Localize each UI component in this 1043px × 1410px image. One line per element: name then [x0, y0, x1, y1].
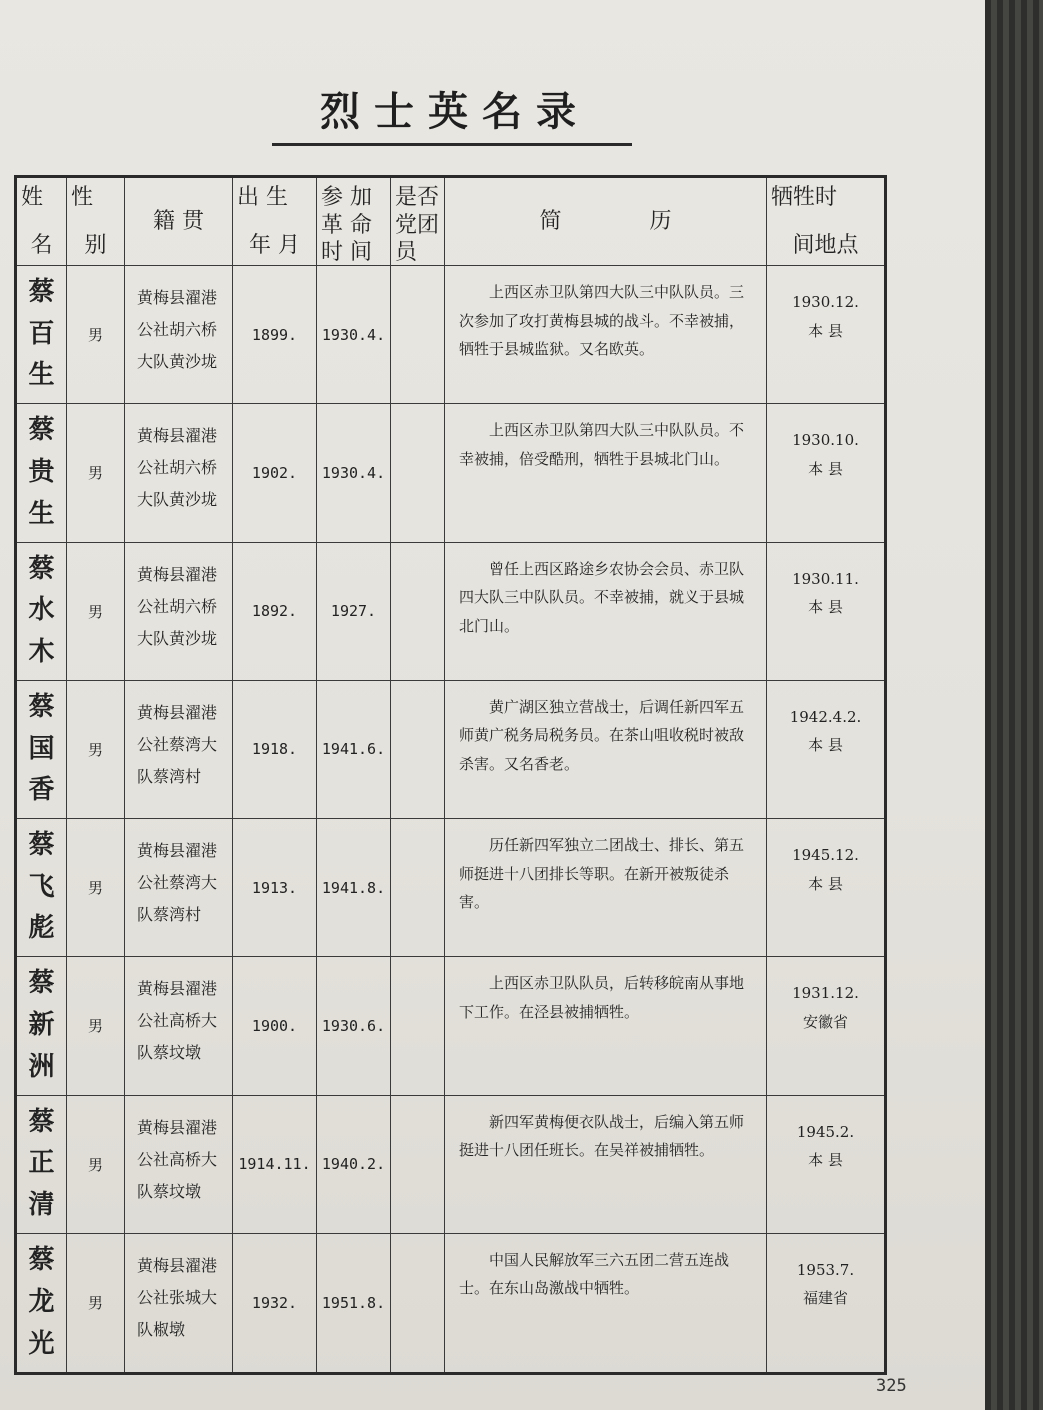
cell-bio	[445, 819, 767, 957]
origin-line: 公社胡六桥	[137, 320, 218, 339]
birth-date: 1902.	[251, 463, 298, 482]
origin-line: 黄梅县濯港	[137, 841, 218, 860]
bio-text: 新四军黄梅便衣队战士，后编入第五师挺进十八团任班长。在吴祥被捕牺牲。	[459, 1112, 745, 1159]
sex-text: 男	[87, 1155, 103, 1174]
cell-origin	[125, 819, 233, 957]
cell-sex	[67, 681, 125, 819]
header-bio: 简 历	[445, 178, 767, 266]
death-line: 1945.12.	[792, 846, 859, 864]
cell-bio	[445, 266, 767, 404]
birth-date: 1900.	[251, 1016, 298, 1035]
origin-line: 黄梅县濯港	[137, 702, 218, 722]
cell-party	[391, 681, 445, 819]
header-origin: 籍 贯	[125, 178, 233, 266]
origin-line: 大队黄沙垅	[137, 628, 218, 648]
cell-birth	[233, 543, 317, 681]
origin-line: 大队黄沙垅	[137, 490, 218, 510]
origin-line: 黄梅县濯港	[137, 288, 218, 307]
sex-text: 男	[87, 740, 103, 759]
cell-party	[391, 957, 445, 1095]
cell-name	[17, 681, 67, 819]
name-char: 蔡	[28, 415, 55, 446]
cell-bio	[445, 1096, 767, 1234]
cell-origin	[125, 957, 233, 1095]
cell-origin	[125, 1096, 233, 1234]
cell-sex	[67, 404, 125, 542]
cell-bio	[445, 681, 767, 819]
birth-date: 1913.	[251, 878, 298, 897]
cell-sex	[67, 1234, 125, 1372]
birth-date: 1932.	[251, 1293, 298, 1312]
join-date: 1930.6.	[321, 1016, 386, 1035]
cell-sex	[67, 957, 125, 1095]
cell-birth	[233, 957, 317, 1095]
cell-origin	[125, 266, 233, 404]
cell-join	[317, 266, 391, 404]
birth-date: 1899.	[251, 325, 298, 344]
death-line: 本 县	[808, 459, 843, 478]
cell-sex	[67, 266, 125, 404]
cell-join	[317, 957, 391, 1095]
cell-birth	[233, 404, 317, 542]
death-line: 1930.10.	[792, 431, 859, 450]
death-line: 本 县	[808, 598, 843, 616]
name-char: 清	[28, 1189, 55, 1220]
header-sex: 性 别	[67, 178, 125, 266]
name-char: 蔡	[28, 830, 55, 861]
cell-join	[317, 404, 391, 542]
origin-line: 公社胡六桥	[137, 596, 218, 616]
origin-line: 队椒墩	[137, 1319, 186, 1339]
birth-date: 1914.11.	[238, 1155, 311, 1174]
name-char: 蔡	[28, 1245, 55, 1276]
join-date: 1927.	[330, 602, 377, 621]
join-date: 1941.6.	[321, 740, 386, 759]
martyrs-table	[14, 175, 887, 1375]
cell-death	[767, 681, 884, 819]
origin-line: 黄梅县濯港	[137, 1117, 218, 1137]
name-char: 飞	[28, 871, 55, 902]
title-underline	[272, 143, 632, 146]
bio-text: 上西区赤卫队第四大队三中队队员。不幸被捕，倍受酷刑，牺牲于县城北门山。	[459, 421, 745, 468]
name-char: 香	[28, 775, 55, 806]
cell-birth	[233, 1096, 317, 1234]
bio-text: 历任新四军独立二团战士、排长、第五师挺进十八团排长等职。在新开被叛徒杀害。	[459, 836, 745, 911]
name-char: 蔡	[28, 277, 55, 308]
cell-birth	[233, 681, 317, 819]
cell-death	[767, 543, 884, 681]
sex-text: 男	[87, 879, 103, 898]
death-line: 1942.4.2.	[789, 707, 862, 726]
bio-text: 黄广湖区独立营战士，后调任新四军五师黄广税务局税务员。在茶山咀收税时被敌杀害。又名香老。	[459, 697, 745, 773]
cell-sex	[67, 543, 125, 681]
name-char: 蔡	[28, 1106, 55, 1137]
cell-name	[17, 1096, 67, 1234]
cell-party	[391, 404, 445, 542]
death-line: 1931.12.	[792, 984, 859, 1003]
cell-party	[391, 543, 445, 681]
origin-line: 队蔡坟墩	[137, 1181, 202, 1201]
birth-date: 1892.	[251, 602, 298, 621]
header-join: 参 加 革 命 时 间	[317, 178, 391, 266]
name-char: 正	[28, 1148, 55, 1179]
cell-party	[391, 819, 445, 957]
name-char: 生	[28, 498, 55, 529]
cell-sex	[67, 1096, 125, 1234]
origin-line: 公社张城大	[137, 1287, 218, 1307]
death-line: 1930.11.	[792, 569, 859, 588]
header-birth: 出 生 年 月	[233, 178, 317, 266]
name-char: 百	[28, 318, 55, 349]
cell-death	[767, 266, 884, 404]
origin-line: 公社高桥大	[137, 1149, 218, 1169]
cell-name	[17, 1234, 67, 1372]
death-line: 1945.2.	[796, 1122, 855, 1141]
cell-party	[391, 1234, 445, 1372]
death-line: 本 县	[808, 321, 843, 340]
origin-line: 黄梅县濯港	[137, 426, 218, 446]
cell-bio	[445, 957, 767, 1095]
cell-join	[317, 681, 391, 819]
cell-sex	[67, 819, 125, 957]
cell-death	[767, 1234, 884, 1372]
cell-origin	[125, 1234, 233, 1372]
origin-line: 公社高桥大	[137, 1011, 218, 1031]
page-title: 烈士英名录	[320, 88, 590, 135]
name-char: 龙	[28, 1287, 55, 1318]
cell-name	[17, 266, 67, 404]
header-death: 牺牲时 间地点	[767, 178, 884, 266]
cell-name	[17, 819, 67, 957]
cell-name	[17, 957, 67, 1095]
join-date: 1940.2.	[321, 1155, 386, 1174]
cell-birth	[233, 266, 317, 404]
cell-death	[767, 1096, 884, 1234]
name-char: 水	[28, 595, 55, 626]
name-char: 光	[28, 1328, 55, 1359]
name-char: 国	[28, 733, 55, 764]
cell-birth	[233, 1234, 317, 1372]
cell-name	[17, 543, 67, 681]
cell-party	[391, 1096, 445, 1234]
book-edge	[985, 0, 1043, 1410]
sex-text: 男	[87, 602, 103, 621]
bio-text: 曾任上西区路途乡农协会会员、赤卫队四大队三中队队员。不幸被捕，就义于县城北门山。	[459, 559, 745, 635]
sex-text: 男	[87, 1294, 103, 1313]
cell-origin	[125, 681, 233, 819]
origin-line: 黄梅县濯港	[137, 564, 218, 584]
cell-join	[317, 543, 391, 681]
bio-text: 上西区赤卫队第四大队三中队队员。三次参加了攻打黄梅县城的战斗。不幸被捕，牺牲于县城监狱。又名欧英。	[459, 283, 745, 358]
origin-line: 队蔡坟墩	[137, 1043, 202, 1063]
sex-text: 男	[87, 464, 103, 483]
join-date: 1930.4.	[321, 463, 386, 482]
bio-text: 中国人民解放军三六五团二营五连战士。在东山岛激战中牺牲。	[459, 1250, 730, 1298]
cell-origin	[125, 404, 233, 542]
name-char: 蔡	[28, 691, 55, 722]
join-date: 1951.8.	[321, 1293, 386, 1312]
join-date: 1941.8.	[321, 878, 386, 897]
name-char: 蔡	[28, 968, 55, 999]
cell-origin	[125, 543, 233, 681]
cell-bio	[445, 543, 767, 681]
sex-text: 男	[87, 326, 103, 345]
cell-birth	[233, 819, 317, 957]
cell-join	[317, 819, 391, 957]
name-char: 新	[28, 1010, 55, 1041]
name-char: 木	[28, 636, 55, 667]
origin-line: 公社蔡湾大	[137, 734, 218, 754]
header-name: 姓 名	[17, 178, 67, 266]
birth-date: 1918.	[251, 740, 298, 759]
death-line: 安徽省	[802, 1012, 848, 1031]
origin-line: 公社胡六桥	[137, 458, 218, 478]
cell-bio	[445, 404, 767, 542]
page-number: 325	[876, 1376, 907, 1396]
origin-line: 黄梅县濯港	[137, 1255, 218, 1275]
death-line: 本 县	[808, 736, 843, 755]
bio-text: 上西区赤卫队队员，后转移皖南从事地下工作。在泾县被捕牺牲。	[459, 974, 745, 1021]
cell-death	[767, 819, 884, 957]
name-char: 洲	[28, 1051, 55, 1082]
death-line: 本 县	[808, 1151, 843, 1169]
cell-death	[767, 957, 884, 1095]
origin-line: 公社蔡湾大	[137, 873, 218, 892]
cell-name	[17, 404, 67, 542]
name-char: 生	[28, 360, 55, 391]
origin-line: 大队黄沙垅	[137, 352, 218, 371]
death-line: 1930.12.	[792, 293, 859, 311]
cell-bio	[445, 1234, 767, 1372]
name-char: 贵	[28, 457, 55, 488]
header-party: 是否 党团 员	[391, 178, 445, 266]
sex-text: 男	[87, 1017, 103, 1036]
origin-line: 黄梅县濯港	[137, 979, 218, 999]
cell-party	[391, 266, 445, 404]
death-line: 本 县	[808, 874, 843, 893]
death-line: 福建省	[802, 1289, 848, 1308]
origin-line: 队蔡湾村	[137, 766, 202, 786]
cell-join	[317, 1234, 391, 1372]
name-char: 彪	[28, 913, 55, 944]
origin-line: 队蔡湾村	[137, 905, 202, 924]
cell-join	[317, 1096, 391, 1234]
death-line: 1953.7.	[796, 1260, 855, 1279]
name-char: 蔡	[28, 553, 55, 584]
cell-death	[767, 404, 884, 542]
join-date: 1930.4.	[321, 325, 386, 344]
